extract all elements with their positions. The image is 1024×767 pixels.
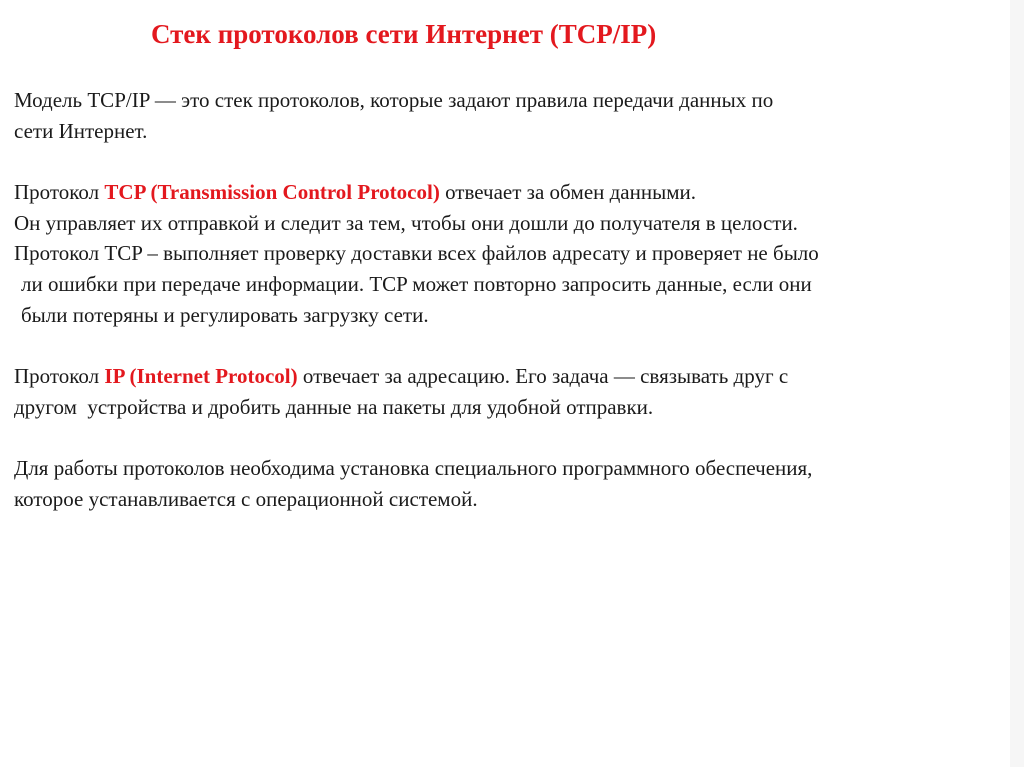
- slide-title: Стек протоколов сети Интернет (TCP/IP): [151, 19, 657, 49]
- paragraph-spacer: [14, 331, 1004, 362]
- paragraph-line: были потеряны и регулировать загрузку сети.: [21, 302, 429, 327]
- paragraph-line: Модель TCP/IP — это стек протоколов, которые задают правила передачи данных по: [14, 88, 774, 112]
- paragraph-spacer: [14, 423, 1004, 454]
- text-suffix: отвечает за обмен данными.: [439, 180, 696, 205]
- paragraph-line: Протокол TCP – выполняет проверку доставки всех файлов адресату и проверяет не было: [14, 241, 819, 266]
- paragraph-tcp: [14, 177, 1004, 330]
- text-suffix: отвечает за адресацию. Его задача — связывать друг с: [297, 364, 789, 389]
- paragraph-line: ли ошибки при передаче информации. TCP может повторно запросить данные, если они: [21, 272, 812, 297]
- paragraph-line: [14, 361, 1004, 392]
- tcp-term-highlight: TCP (Transmission Control Protocol): [104, 180, 440, 205]
- paragraph-line: [14, 177, 1004, 208]
- slide-gutter: [1010, 0, 1024, 767]
- paragraph-line: другом устройства и дробить данные на пакеты для удобной отправки.: [14, 394, 654, 419]
- text-prefix: Протокол: [14, 364, 105, 389]
- paragraph-line: сети Интернет.: [14, 118, 148, 143]
- paragraph-line: которое устанавливается с операционной системой.: [14, 486, 478, 511]
- paragraph-ip: [14, 361, 1004, 422]
- paragraph-spacer: [14, 146, 1004, 177]
- paragraph-line: Для работы протоколов необходима установка специального программного обеспечения,: [14, 456, 813, 481]
- paragraph-tcpip-model: [14, 85, 1004, 146]
- slide-body: [14, 85, 1004, 515]
- text-prefix: Протокол: [14, 180, 105, 205]
- paragraph-line: Он управляет их отправкой и следит за тем, чтобы они дошли до получателя в целости.: [14, 210, 798, 235]
- ip-term-highlight: IP (Internet Protocol): [104, 364, 298, 389]
- paragraph-software: [14, 453, 1004, 514]
